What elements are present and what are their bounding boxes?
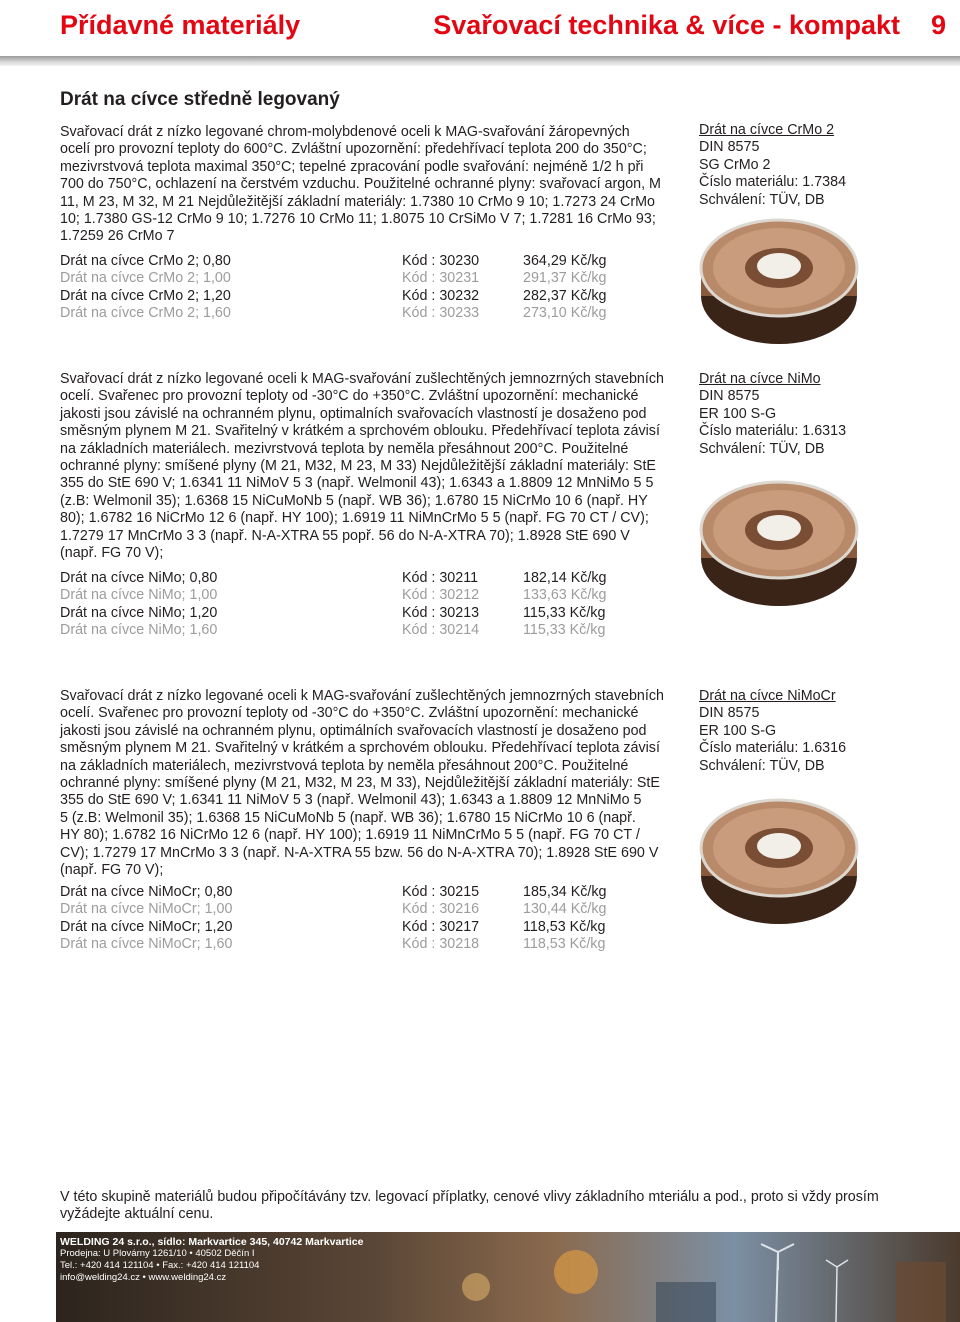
desc-line: směsným plynem M 21. Svařitelný v krátkém a sprchovém oblouku. Předehřívací teplota závisí <box>60 740 660 757</box>
item-name: Drát na cívce NiMoCr; 0,80 <box>60 884 233 900</box>
item-code: Kód : 30218 <box>402 936 480 953</box>
spec-line: Schválení: TÜV, DB <box>699 191 825 208</box>
item-price: 130,44 Kč/kg <box>523 901 607 918</box>
desc-line: ochranné plyny: smíšené plyny (M 21, M32, M 23, M 33) Nejdůležitější základní materiály: StE <box>60 458 656 475</box>
spec-title: Drát na cívce NiMoCr <box>699 688 836 704</box>
wire-spool-image <box>699 798 859 928</box>
page-header <box>0 0 960 56</box>
desc-line: na základních materiálech, mezivrstvová teplota by neměla přesáhnout 200°C. Použitelné <box>60 757 629 774</box>
wire-spool-image <box>699 480 859 610</box>
desc-line: 700 do 750°C, ochlazení na čerstvém vzduchu. Použitelné ochranné plyny: svařovací argon, M <box>60 176 661 193</box>
spec-line: DIN 8575 <box>699 705 760 722</box>
item-code: Kód : 30217 <box>402 918 480 935</box>
item-price: 118,53 Kč/kg <box>523 936 606 953</box>
item-code: Kód : 30232 <box>402 287 480 304</box>
item-code: Kód : 30214 <box>402 622 480 639</box>
desc-line: Svařovací drát z nízko legované oceli k MAG-svařování zušlechtěných jemnozrných stavebních <box>60 371 664 387</box>
desc-line: jakosti jsou závislé na ochranném plynu, optimalních svařovacích vlastností je dosaženo pod <box>60 405 647 422</box>
desc-line: ochranné plyny: smíšené plyny (M 21, M32, M 23, M 33), Nejdůležitější základní materiály: StE <box>60 775 660 792</box>
header-left-title: Přídavné materiály <box>60 10 301 40</box>
item-name: Drát na cívce NiMo; 0,80 <box>60 570 218 586</box>
product-item-row <box>60 936 620 953</box>
desc-line: ocelí. Svařenec pro provozní teploty od -30°C do +350°C. Zvláštní upozornění: mechanické <box>60 388 639 405</box>
item-name: Drát na cívce NiMo; 1,20 <box>60 604 218 621</box>
product-item-row <box>60 270 620 287</box>
item-code: Kód : 30231 <box>402 270 480 287</box>
item-price: 282,37 Kč/kg <box>523 287 607 304</box>
item-price: 273,10 Kč/kg <box>523 305 607 322</box>
desc-line: Svařovací drát z nízko legované oceli k MAG-svařování zušlechtěných jemnozrných stavebních <box>60 688 664 704</box>
footer-web: info@welding24.cz • www.welding24.cz <box>60 1272 227 1283</box>
spec-line: Číslo materiálu: 1.6313 <box>699 423 847 440</box>
spec-title: Drát na cívce CrMo 2 <box>699 122 835 138</box>
desc-line: 355 do StE 690 V; 1.6341 11 NiMoV 5 3 (např. Welmonil 43); 1.6343 a 1.8809 12 MnNiMo 5 <box>60 792 642 809</box>
product-items-list <box>60 570 620 640</box>
item-price: 182,14 Kč/kg <box>523 570 607 586</box>
spec-line: Schválení: TÜV, DB <box>699 757 825 774</box>
header-divider <box>0 56 960 66</box>
item-name: Drát na cívce NiMoCr; 1,20 <box>60 918 233 935</box>
page-footer <box>56 1232 960 1322</box>
spec-line: Číslo materiálu: 1.6316 <box>699 740 847 757</box>
desc-line: (např. FG 70 V); <box>60 862 164 879</box>
footer-company: WELDING 24 s.r.o., sídlo: Markvartice 345, 40742 Markvartice <box>60 1236 364 1248</box>
item-name: Drát na cívce CrMo 2; 1,00 <box>60 270 231 287</box>
note-line: V této skupině materiálů budou připočítávány tzv. legovací příplatky, cenové vlivy základního mteriálu a pod., proto si vždy prosím <box>60 1189 879 1205</box>
desc-line: Svařovací drát z nízko legované chrom-molybdenové oceli k MAG-svařování žáropevných <box>60 124 630 140</box>
item-code: Kód : 30213 <box>402 604 480 621</box>
product-item-row <box>60 570 620 587</box>
spec-line: Číslo materiálu: 1.7384 <box>699 174 847 191</box>
product-spec-box <box>699 688 939 775</box>
price-note <box>60 1189 920 1224</box>
item-name: Drát na cívce CrMo 2; 1,60 <box>60 305 231 322</box>
desc-line: 5 (z.B: Welmonil 35); 1.6368 15 NiCuMoNb 5 (např. WB 36); 1.6780 15 NiCrMo 10 6 (např. <box>60 809 636 826</box>
item-price: 115,33 Kč/kg <box>523 622 606 639</box>
footer-phone: Tel.: +420 414 121104 • Fax.: +420 414 121104 <box>60 1260 260 1271</box>
spec-line: DIN 8575 <box>699 388 760 405</box>
desc-line: na základních materiálech. mezivrstvová teplota by neměla přesáhnout 200°C. Použitelné <box>60 440 629 457</box>
desc-line: (z.B: Welmonil 35); 1.6368 15 NiCuMoNb 5 (např. WB 36); 1.6780 15 NiCrMo 10 6 (např. HY <box>60 492 648 509</box>
item-price: 133,63 Kč/kg <box>523 587 607 604</box>
item-code: Kód : 30230 <box>402 253 480 269</box>
product-item-row <box>60 919 620 936</box>
product-item-row <box>60 253 620 270</box>
item-code: Kód : 30212 <box>402 587 480 604</box>
product-item-row <box>60 305 620 322</box>
item-price: 185,34 Kč/kg <box>523 884 607 900</box>
product-item-row <box>60 587 620 604</box>
desc-line: 80); 1.6782 16 NiCrMo 12 6 (např. HY 100); 1.6919 11 NiMnCrMo 5 5 (např. FG 70 CT / CV); <box>60 510 649 527</box>
spec-line: SG CrMo 2 <box>699 156 771 173</box>
item-code: Kód : 30216 <box>402 901 480 918</box>
desc-line: CV); 1.7279 17 MnCrMo 3 3 (např. N-A-XTRA 55 bzw. 56 do N-A-XTRA 70); 1.8928 StE 690 V <box>60 844 659 861</box>
desc-line: 1.7259 26 CrMo 7 <box>60 228 175 245</box>
product-items-list <box>60 253 620 323</box>
desc-line: ocelí pro provozní teploty do 600°C. Zvláštní upozornění: předehřívací teplota 200 do 350°C; <box>60 141 647 158</box>
header-right-title: Svařovací technika & více - kompakt <box>433 10 900 40</box>
item-name: Drát na cívce NiMoCr; 1,60 <box>60 936 233 953</box>
item-price: 118,53 Kč/kg <box>523 918 606 935</box>
product-item-row <box>60 605 620 622</box>
item-price: 291,37 Kč/kg <box>523 270 607 287</box>
item-name: Drát na cívce NiMo; 1,00 <box>60 587 218 604</box>
item-code: Kód : 30211 <box>402 570 479 586</box>
note-line: vyžádejte aktuální cenu. <box>60 1206 214 1223</box>
product-description <box>60 688 680 879</box>
item-name: Drát na cívce NiMoCr; 1,00 <box>60 901 233 918</box>
item-code: Kód : 30215 <box>402 884 480 900</box>
item-name: Drát na cívce NiMo; 1,60 <box>60 622 218 639</box>
product-spec-box <box>699 122 939 209</box>
product-item-row <box>60 288 620 305</box>
desc-line: 1.7279 17 MnCrMo 3 3 (např. N-A-XTRA 55 popř. 56 do N-A-XTRA 70); 1.8928 StE 690 V <box>60 527 630 544</box>
section-title: Drát na cívce středně legovaný <box>60 89 340 110</box>
product-spec-box <box>699 371 939 458</box>
spec-line: ER 100 S-G <box>699 405 777 422</box>
product-item-row <box>60 884 620 901</box>
spec-title: Drát na cívce NiMo <box>699 371 821 387</box>
page-number: 9 <box>930 10 946 40</box>
desc-line: 355 do StE 690 V; 1.6341 11 NiMoV 5 3 (např. Welmonil 43); 1.6343 a 1.8809 12 MnNiMo 5 5 <box>60 475 654 492</box>
desc-line: směsným plynem M 21. Svařitelný v krátkém a sprchovém oblouku. Předehřívací teplota závisí <box>60 423 660 440</box>
desc-line: ocelí. Svařenec pro provozní teploty od -30°C do +350°C. Zvláštní upozornění: mechanické <box>60 705 639 722</box>
footer-text <box>60 1236 363 1284</box>
desc-line: (např. FG 70 V); <box>60 545 164 562</box>
item-code: Kód : 30233 <box>402 305 480 322</box>
item-price: 364,29 Kč/kg <box>523 253 607 269</box>
product-description <box>60 371 680 562</box>
item-name: Drát na cívce CrMo 2; 0,80 <box>60 253 231 269</box>
desc-line: jakosti jsou závislé na ochranném plynu, optimálních svařovacích vlastností je dosaženo pod <box>60 722 647 739</box>
desc-line: 11, M 23, M 32, M 21 Nejdůležitější základní materiály: 1.7380 10 CrMo 9 10; 1.7273 24 CrMo <box>60 193 655 210</box>
item-price: 115,33 Kč/kg <box>523 604 606 621</box>
wire-spool-image <box>699 218 859 348</box>
desc-line: mezivrstvová teplota maximal 350°C; tepelné zpracování podle svařování: nejméně 1/2 h při <box>60 158 644 175</box>
product-items-list <box>60 884 620 954</box>
desc-line: 10; 1.7380 GS-12 CrMo 9 10; 1.7276 10 CrMo 11; 1.8075 10 CrSiMo V 7; 1.7281 16 CrMo 93; <box>60 211 656 228</box>
desc-line: HY 80); 1.6782 16 NiCrMo 12 6 (např. HY 100); 1.6919 11 NiMnCrMo 5 5 (např. FG 70 CT / <box>60 827 640 844</box>
product-item-row <box>60 622 620 639</box>
spec-line: DIN 8575 <box>699 139 760 156</box>
footer-address: Prodejna: U Plovárny 1261/10 • 40502 Děčín I <box>60 1248 255 1259</box>
spec-line: ER 100 S-G <box>699 722 777 739</box>
spec-line: Schválení: TÜV, DB <box>699 440 825 457</box>
product-item-row <box>60 901 620 918</box>
product-description <box>60 124 680 246</box>
item-name: Drát na cívce CrMo 2; 1,20 <box>60 287 231 304</box>
